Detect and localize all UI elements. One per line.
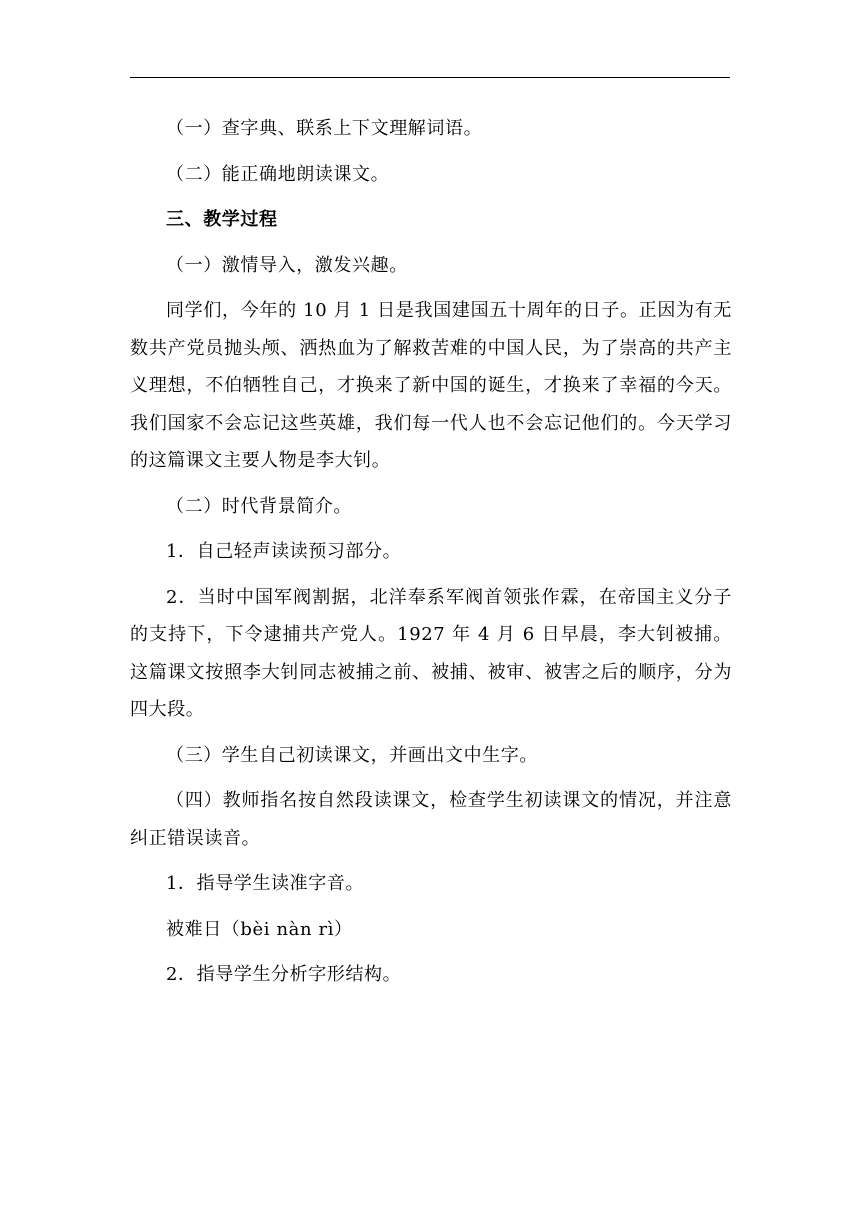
paragraph-step-2-title: （二）时代背景简介。 [166, 495, 352, 517]
paragraph-objective-1: （一）查字典、联系上下文理解词语。 [166, 118, 483, 139]
paragraph-step-1-title: （一）激情导入，激发兴趣。 [166, 254, 408, 276]
paragraph-introduction: 同学们，今年的 10 月 1 日是我国建国五十周年的日子。正因为有无数共产党员抛头颅、洒热血为了解救苦难的中国人民，为了崇高的共产主义理想，不伯牺牲自己，才换来了新中国的诞生，才换来了幸福的今天。我们国家不会忘记这些英雄，我们每一代人也不会忘记他们的。今天学习的这篇课文主要人物是李大钊。 [130, 300, 732, 471]
document-body [130, 110, 732, 994]
paragraph-pinyin-example: 被难日（bèi nàn rì） [166, 918, 353, 940]
paragraph-pronunciation-guide: 1．指导学生读准字音。 [166, 873, 365, 894]
paragraph-step-4-title: （四）教师指名按自然段读课文，检查学生初读课文的情况，并注意纠正错误读音。 [130, 790, 732, 849]
paragraph-step-3-title: （三）学生自己初读课文，并画出文中生字。 [166, 744, 538, 766]
paragraph-list-item-2: 2．当时中国军阀割据，北洋奉系军阀首领张作霖，在帝国主义分子的支持下，下令逮捕共产党人。1927 年 4 月 6 日早晨，李大钊被捕。这篇课文按照李大钊同志被捕之前、被捕、被审、被害之后的顺序，分为四大段。 [130, 586, 732, 720]
section-heading-teaching-process: 三、教学过程 [166, 209, 278, 230]
header-rule [130, 77, 730, 78]
paragraph-list-item-1: 1．自己轻声读读预习部分。 [166, 541, 402, 562]
paragraph-character-structure: 2．指导学生分析字形结构。 [166, 964, 402, 985]
paragraph-objective-2: （二）能正确地朗读课文。 [166, 163, 390, 185]
